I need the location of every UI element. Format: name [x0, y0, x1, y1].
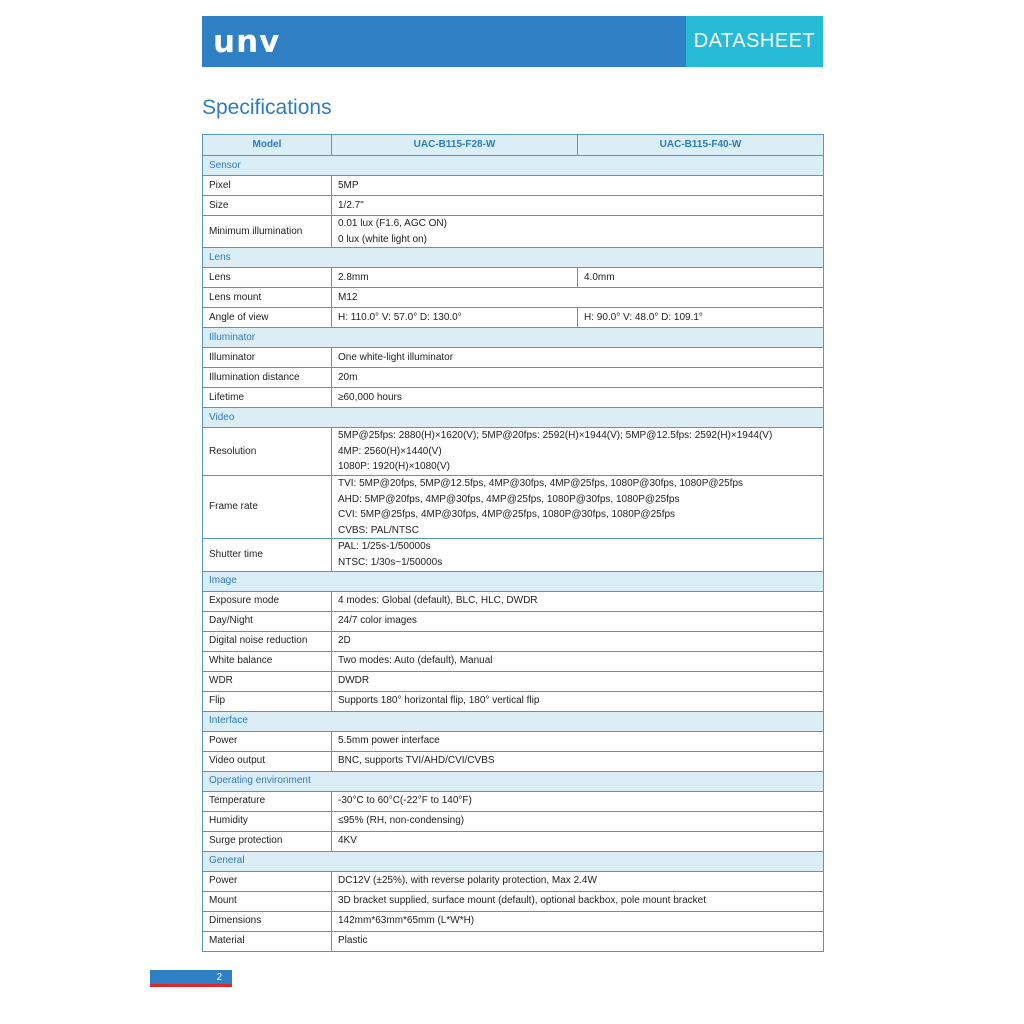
section-title: Lens — [203, 248, 824, 268]
spec-label: Lens — [203, 268, 332, 288]
table-row — [203, 176, 824, 196]
specifications-table — [202, 134, 824, 952]
spec-label: Humidity — [203, 811, 332, 831]
spec-value — [332, 176, 824, 196]
spec-label: Pixel — [203, 176, 332, 196]
table-row — [203, 731, 824, 751]
section-header-row — [203, 408, 824, 428]
spec-value — [332, 831, 824, 851]
specifications-table-body — [203, 156, 824, 952]
spec-value-line: 5MP — [338, 179, 359, 191]
table-row — [203, 891, 824, 911]
spec-label: Illuminator — [203, 348, 332, 368]
table-row — [203, 591, 824, 611]
spec-value — [332, 388, 824, 408]
spec-value-line: ≤95% (RH, non-condensing) — [338, 815, 465, 827]
spec-value-line: CVBS: PAL/NTSC — [338, 524, 419, 536]
spec-value-f40: H: 90.0° V: 48.0° D: 109.1° — [578, 308, 824, 328]
spec-value-line: 4MP: 2560(H)×1440(V) — [338, 445, 442, 457]
spec-label: WDR — [203, 671, 332, 691]
spec-value — [332, 691, 824, 711]
spec-value — [332, 751, 824, 771]
table-row — [203, 268, 824, 288]
spec-label: Dimensions — [203, 911, 332, 931]
spec-value-f28: 2.8mm — [332, 268, 578, 288]
section-header-row — [203, 571, 824, 591]
spec-value — [332, 288, 824, 308]
spec-value-line: PAL: 1/25s-1/50000s — [338, 541, 431, 553]
section-title: Interface — [203, 711, 824, 731]
spec-value-line: DWDR — [338, 675, 370, 687]
table-row — [203, 611, 824, 631]
table-row — [203, 831, 824, 851]
spec-value-line: NTSC: 1/30s~1/50000s — [338, 556, 443, 568]
column-header-model-f28: UAC-B115-F28-W — [332, 135, 578, 156]
spec-value-line: M12 — [338, 291, 358, 303]
spec-label: Material — [203, 931, 332, 951]
spec-value-line: Supports 180° horizontal flip, 180° vertical flip — [338, 695, 540, 707]
spec-value — [332, 428, 824, 476]
spec-label: Size — [203, 196, 332, 216]
spec-value — [332, 368, 824, 388]
header-banner — [202, 16, 823, 67]
table-row — [203, 348, 824, 368]
section-header-row — [203, 156, 824, 176]
spec-value-line: 5.5mm power interface — [338, 735, 440, 747]
spec-label: Surge protection — [203, 831, 332, 851]
spec-value — [332, 911, 824, 931]
table-row — [203, 196, 824, 216]
spec-value — [332, 891, 824, 911]
spec-value-line: CVI: 5MP@25fps, 4MP@30fps, 4MP@25fps, 1080P@30fps, 1080P@25fps — [338, 509, 676, 521]
spec-value — [332, 811, 824, 831]
spec-value-line: Two modes: Auto (default), Manual — [338, 655, 493, 667]
section-header-row — [203, 851, 824, 871]
table-row — [203, 871, 824, 891]
table-row — [203, 388, 824, 408]
spec-label: Resolution — [203, 428, 332, 476]
spec-value — [332, 651, 824, 671]
table-row — [203, 631, 824, 651]
spec-label: Frame rate — [203, 475, 332, 538]
spec-value-line: 0.01 lux (F1.6, AGC ON) — [338, 218, 447, 229]
spec-label: Temperature — [203, 791, 332, 811]
page-title: Specifications — [202, 96, 332, 119]
spec-label: Lens mount — [203, 288, 332, 308]
spec-value-line: Plastic — [338, 935, 368, 947]
spec-label: White balance — [203, 651, 332, 671]
table-row — [203, 691, 824, 711]
spec-value-line: 142mm*63mm*65mm (L*W*H) — [338, 915, 475, 927]
spec-value-line: TVI: 5MP@20fps, 5MP@12.5fps, 4MP@30fps, 4MP@25fps, 1080P@30fps, 1080P@25fps — [338, 477, 743, 489]
spec-label: Digital noise reduction — [203, 631, 332, 651]
spec-value — [332, 791, 824, 811]
spec-label: Illumination distance — [203, 368, 332, 388]
spec-value-line: AHD: 5MP@20fps, 4MP@30fps, 4MP@25fps, 1080P@30fps, 1080P@25fps — [338, 493, 680, 505]
page-number: 2 — [150, 970, 232, 987]
column-header-model: Model — [203, 135, 332, 156]
spec-value-line: One white-light illuminator — [338, 351, 454, 363]
spec-label: Lifetime — [203, 388, 332, 408]
spec-value-line: 4KV — [338, 835, 357, 847]
unv-logo: unv — [213, 24, 281, 60]
table-row — [203, 651, 824, 671]
table-row — [203, 811, 824, 831]
spec-label: Day/Night — [203, 611, 332, 631]
spec-value — [332, 631, 824, 651]
spec-value-line: 0 lux (white light on) — [338, 233, 427, 245]
table-row — [203, 539, 824, 571]
spec-value-line: 5MP@25fps: 2880(H)×1620(V); 5MP@20fps: 2592(H)×1944(V); 5MP@12.5fps: 2592(H)×1944(V) — [338, 430, 773, 442]
table-row — [203, 308, 824, 328]
spec-label: Power — [203, 731, 332, 751]
spec-value — [332, 348, 824, 368]
table-row — [203, 791, 824, 811]
spec-value — [332, 196, 824, 216]
spec-value — [332, 671, 824, 691]
spec-value — [332, 475, 824, 538]
table-row — [203, 428, 824, 476]
spec-label: Flip — [203, 691, 332, 711]
table-row — [203, 931, 824, 951]
spec-label: Exposure mode — [203, 591, 332, 611]
section-title: Video — [203, 408, 824, 428]
spec-value — [332, 611, 824, 631]
spec-value-line: ≥60,000 hours — [338, 391, 402, 403]
section-title: Image — [203, 571, 824, 591]
section-header-row — [203, 711, 824, 731]
table-header-row — [203, 135, 824, 156]
spec-value-line: 1080P: 1920(H)×1080(V) — [338, 461, 451, 473]
spec-value-line: 24/7 color images — [338, 615, 417, 627]
section-header-row — [203, 771, 824, 791]
spec-value — [332, 731, 824, 751]
column-header-model-f40: UAC-B115-F40-W — [578, 135, 824, 156]
section-title: Illuminator — [203, 328, 824, 348]
spec-value-line: 3D bracket supplied, surface mount (default), optional backbox, pole mount bracket — [338, 895, 706, 907]
spec-label: Power — [203, 871, 332, 891]
spec-value-f40: 4.0mm — [578, 268, 824, 288]
spec-value-f28: H: 110.0° V: 57.0° D: 130.0° — [332, 308, 578, 328]
table-row — [203, 911, 824, 931]
spec-label: Video output — [203, 751, 332, 771]
spec-value — [332, 931, 824, 951]
spec-label: Minimum illumination — [203, 216, 332, 248]
table-row — [203, 475, 824, 538]
section-title: Operating environment — [203, 771, 824, 791]
section-header-row — [203, 328, 824, 348]
spec-value-line: 4 modes: Global (default), BLC, HLC, DWDR — [338, 595, 538, 607]
spec-value — [332, 216, 824, 248]
table-row — [203, 671, 824, 691]
spec-value-line: 20m — [338, 371, 358, 383]
datasheet-badge: DATASHEET — [686, 16, 823, 67]
spec-value-line: 2D — [338, 635, 351, 647]
spec-value — [332, 591, 824, 611]
spec-label: Angle of view — [203, 308, 332, 328]
section-title: General — [203, 851, 824, 871]
table-row — [203, 216, 824, 248]
spec-value-line: -30°C to 60°C(-22°F to 140°F) — [338, 795, 472, 807]
spec-label: Mount — [203, 891, 332, 911]
spec-value-line: 1/2.7" — [338, 199, 364, 211]
spec-value — [332, 871, 824, 891]
table-row — [203, 288, 824, 308]
table-row — [203, 368, 824, 388]
spec-label: Shutter time — [203, 539, 332, 571]
section-header-row — [203, 248, 824, 268]
spec-value-line: BNC, supports TVI/AHD/CVI/CVBS — [338, 755, 495, 767]
table-row — [203, 751, 824, 771]
section-title: Sensor — [203, 156, 824, 176]
spec-value-line: DC12V (±25%), with reverse polarity protection, Max 2.4W — [338, 875, 597, 887]
spec-value — [332, 539, 824, 571]
